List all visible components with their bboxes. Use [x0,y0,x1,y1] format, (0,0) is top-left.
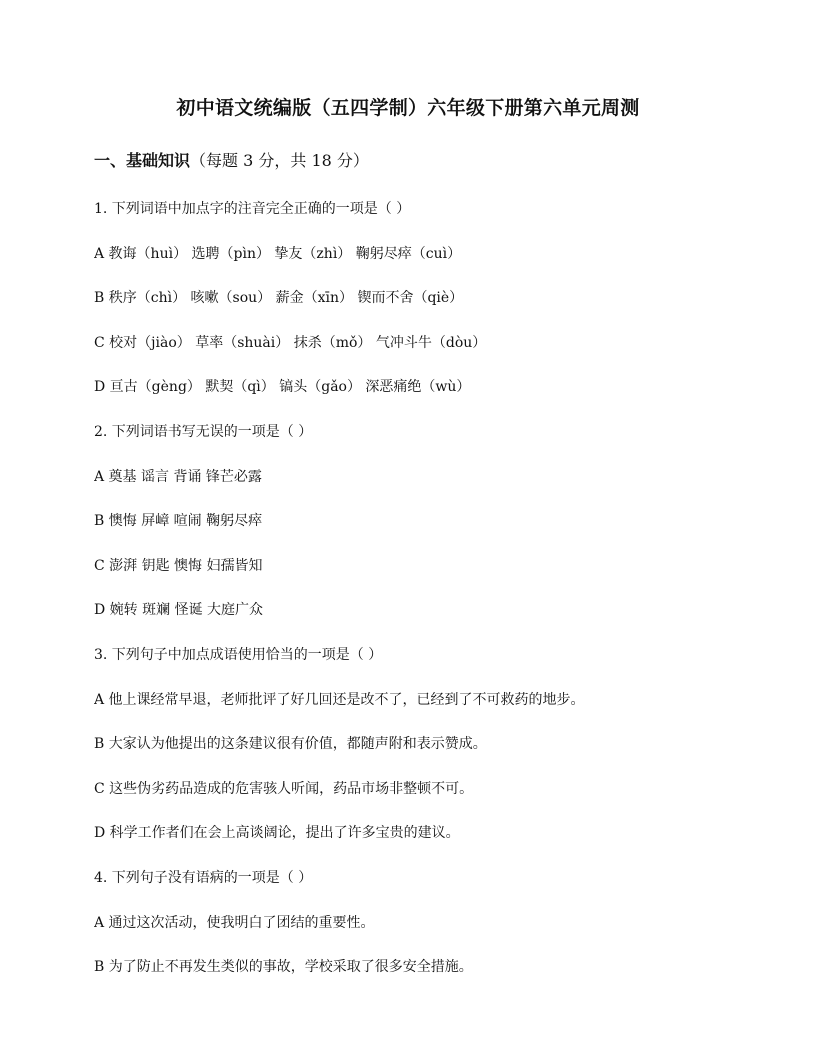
question-1-stem: 1. 下列词语中加点字的注音完全正确的一项是（ ） [94,201,411,217]
question-2-stem: 2. 下列词语书写无误的一项是（ ） [94,423,313,440]
question-3-option-d: D 科学工作者们在会上高谈阔论，提出了许多宝贵的建议。 [94,825,460,842]
section-heading [94,148,369,174]
question-3-option-b: B 大家认为他提出的这条建议很有价值，都随声附和表示赞成。 [94,736,487,753]
question-2-option-c: C 澎湃 钥匙 懊悔 妇孺皆知 [94,557,263,574]
question-1-option-b: B 秩序（chì） 咳嗽（sou） 薪金（xīn） 锲而不舍（qiè） [94,290,464,307]
page-title: 初中语文统编版（五四学制）六年级下册第六单元周测 [176,97,640,119]
question-2-option-d: D 婉转 斑斓 怪诞 大庭广众 [94,602,264,619]
question-3-option-c: C 这些伪劣药品造成的危害骇人听闻，药品市场非整顿不可。 [94,780,474,797]
question-3-option-a: A 他上课经常早退，老师批评了好几回还是改不了，已经到了不可救药的地步。 [94,691,585,708]
question-4-option-b: B 为了防止不再发生类似的事故，学校采取了很多安全措施。 [94,959,473,976]
question-1-option-a: A 教诲（huì） 选聘（pìn） 挚友（zhì） 鞠躬尽瘁（cuì） [94,245,462,262]
question-3-stem: 3. 下列句子中加点成语使用恰当的一项是（ ） [94,646,383,663]
section-heading-score-note: （每题 3 分，共 18 分） [190,151,369,170]
section-heading-label: 一、基础知识 [94,151,191,170]
question-1-option-d: D 亘古（gèng） 默契（qì） 镐头（gǎo） 深恶痛绝（wù） [94,379,471,396]
question-list [94,196,734,999]
question-2-option-b: B 懊悔 屏嶂 喧闹 鞠躬尽瘁 [94,513,263,530]
question-4-option-a: A 通过这次活动，使我明白了团结的重要性。 [94,914,375,931]
question-4-stem: 4. 下列句子没有语病的一项是（ ） [94,869,313,886]
question-2-option-a: A 奠基 谣言 背诵 锋芒必露 [94,468,262,485]
question-1-option-c: C 校对（jiào） 草率（shuài） 抹杀（mǒ） 气冲斗牛（dòu） [94,334,487,351]
